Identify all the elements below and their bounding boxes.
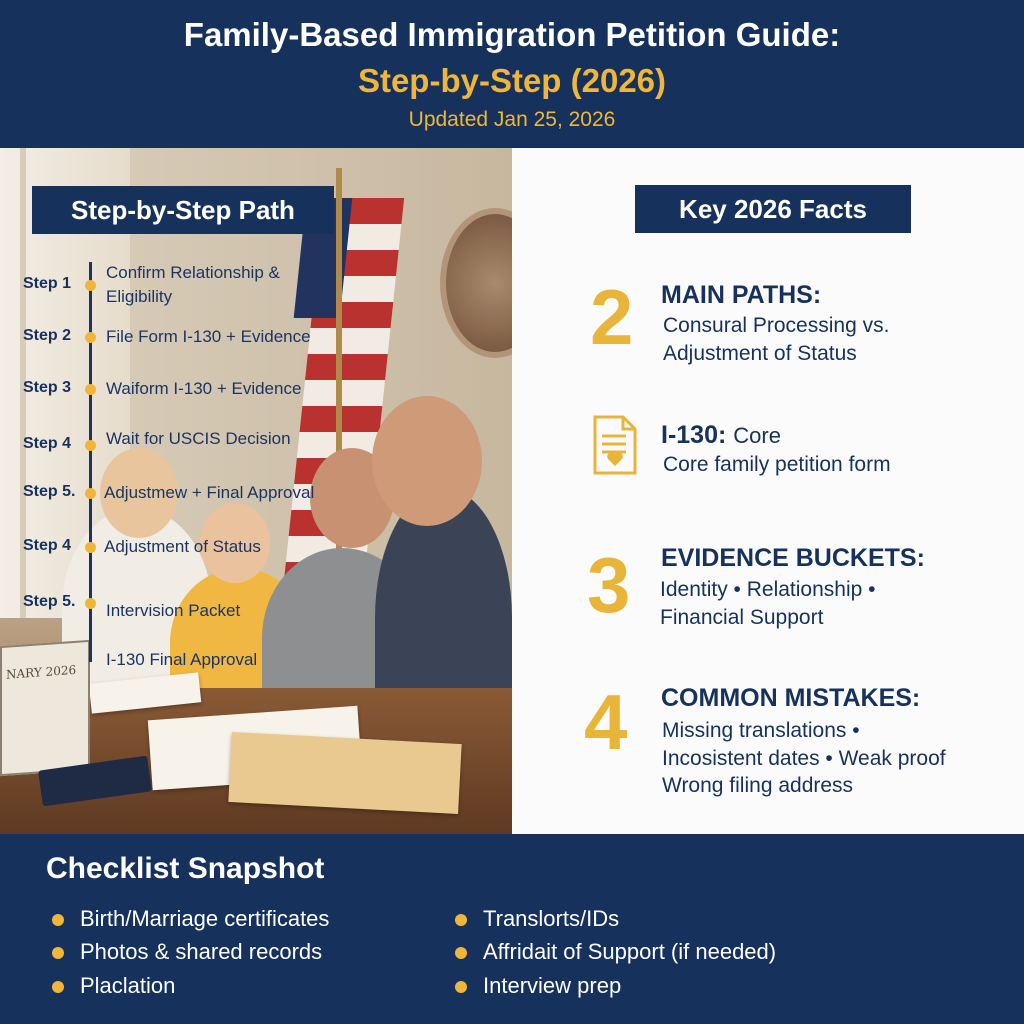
step-dot bbox=[85, 542, 96, 553]
checklist-item-text: Birth/Marriage certificates bbox=[80, 906, 330, 931]
bullet-icon bbox=[52, 947, 64, 959]
step-dot bbox=[85, 440, 96, 451]
step-dot bbox=[85, 384, 96, 395]
step-text bbox=[106, 261, 280, 309]
page-title-line-2: Step-by-Step (2026) bbox=[357, 62, 667, 99]
step-label: Step 5. bbox=[23, 593, 76, 610]
fact-line: Adjustment of Status bbox=[663, 342, 857, 365]
fact-heading bbox=[661, 421, 781, 450]
bullet-icon bbox=[52, 981, 64, 993]
fact-heading-bold: I-130: bbox=[661, 421, 727, 449]
bullet-icon bbox=[455, 947, 467, 959]
step-label: Step 3 bbox=[23, 379, 72, 396]
key-facts-title: Key 2026 Facts bbox=[635, 185, 911, 233]
fact-number: 3 bbox=[587, 541, 631, 629]
fact-line: Consural Processing vs. bbox=[663, 314, 890, 337]
bullet-icon bbox=[455, 914, 467, 926]
bullet-icon bbox=[52, 914, 64, 926]
updated-date: Updated Jan 25, 2026 bbox=[408, 108, 616, 131]
step-text: Wait for USCIS Decision bbox=[106, 429, 291, 448]
step-text: File Form I-130 + Evidence bbox=[106, 327, 311, 346]
fact-line: Wrong filing address bbox=[662, 774, 854, 797]
fact-number: 4 bbox=[584, 678, 628, 766]
fact-line: Financial Support bbox=[660, 606, 824, 629]
fact-line: Missing translations • bbox=[662, 719, 860, 742]
checklist-section bbox=[0, 834, 1024, 1024]
header-banner bbox=[0, 0, 1024, 148]
step-dot bbox=[85, 332, 96, 343]
calendar-label: NARY 2026 bbox=[6, 662, 77, 682]
step-label: Step 4 bbox=[23, 537, 72, 554]
step-text: Adjustment of Status bbox=[104, 537, 261, 556]
step-text: Waiform I-130 + Evidence bbox=[106, 379, 302, 398]
fact-heading: COMMON MISTAKES: bbox=[661, 684, 921, 712]
step-label: Step 2 bbox=[23, 327, 72, 344]
folder-paper bbox=[228, 732, 461, 814]
fact-heading: EVIDENCE BUCKETS: bbox=[661, 544, 925, 572]
document-heart-icon bbox=[592, 414, 638, 476]
fact-number: 2 bbox=[590, 273, 634, 361]
checklist-item-text: Photos & shared records bbox=[80, 939, 323, 964]
checklist-title: Checklist Snapshot bbox=[46, 852, 325, 885]
fact-line: Incosistent dates • Weak proof bbox=[662, 747, 946, 770]
fact-line: Identity • Relationship • bbox=[660, 578, 876, 601]
bullet-icon bbox=[455, 981, 467, 993]
person-father-head bbox=[372, 396, 482, 526]
step-text: I-130 Final Approval bbox=[106, 650, 258, 669]
step-dot bbox=[85, 488, 96, 499]
step-text-line: Confirm Relationship & bbox=[106, 263, 280, 282]
step-text-line: Eligibility bbox=[106, 287, 173, 306]
step-dot bbox=[85, 598, 96, 609]
checklist-item-text: Affridait of Support (if needed) bbox=[483, 939, 777, 964]
step-label: Step 4 bbox=[23, 435, 72, 452]
step-dot bbox=[85, 280, 96, 291]
desk-calendar bbox=[0, 640, 90, 776]
page-title-line-1: Family-Based Immigration Petition Guide: bbox=[183, 16, 841, 53]
step-text: Adjustmew + Final Approval bbox=[104, 483, 315, 502]
key-facts-panel bbox=[512, 148, 1024, 834]
step-label: Step 5. bbox=[23, 483, 76, 500]
step-label: Step 1 bbox=[23, 275, 72, 292]
step-text: Intervision Packet bbox=[106, 601, 241, 620]
fact-line: Core family petition form bbox=[663, 453, 891, 476]
checklist-item-text: Placlation bbox=[80, 973, 176, 998]
checklist-item-text: Interview prep bbox=[483, 973, 622, 998]
checklist-item-text: Translorts/IDs bbox=[483, 906, 620, 931]
step-path-title: Step-by-Step Path bbox=[32, 186, 334, 234]
fact-heading-plain: Core bbox=[733, 423, 781, 448]
fact-heading: MAIN PATHS: bbox=[661, 281, 822, 309]
